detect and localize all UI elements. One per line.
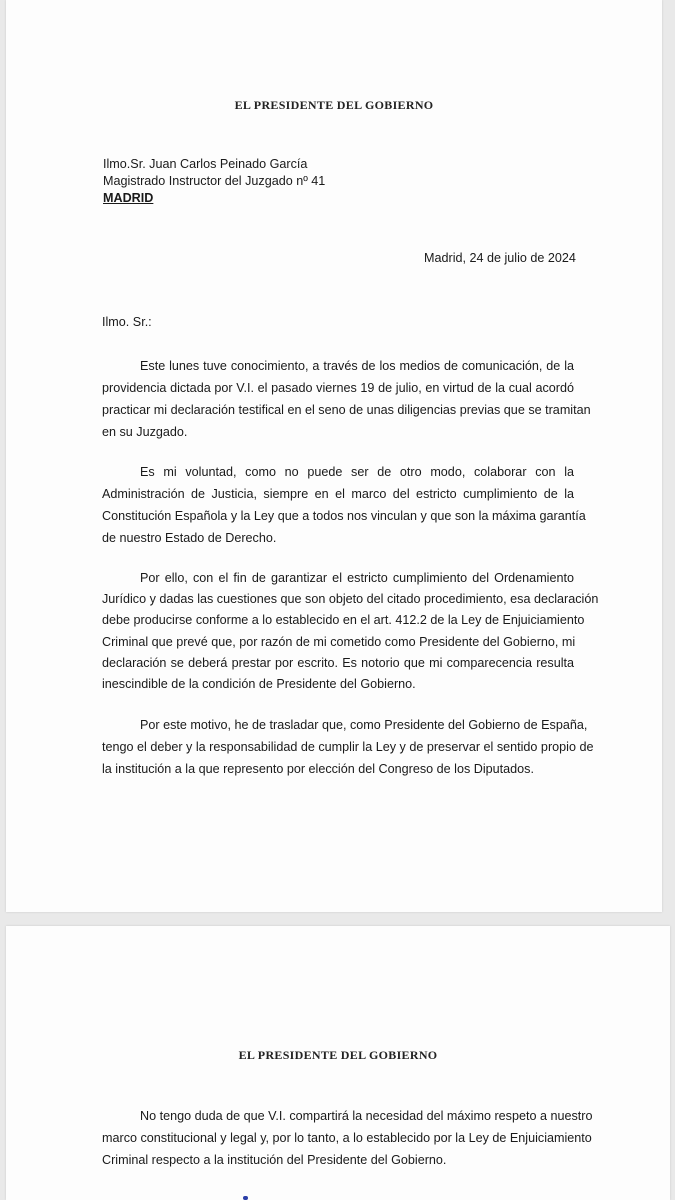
paragraph-2-line: Constitución Española y la Ley que a todos nos vinculan y que son la máxima garantía [102,509,586,523]
page-2-paragraph-line: marco constitucional y legal y, por lo tanto, a lo establecido por la Ley de Enjuiciamiento [102,1131,592,1145]
paragraph-2-line: Es mi voluntad, como no puede ser de otro modo, colaborar con la [140,465,574,479]
page-2-paragraph-line: Criminal respecto a la institución del Presidente del Gobierno. [102,1153,447,1167]
paragraph-3-line: Jurídico y dadas las cuestiones que son objeto del citado procedimiento, esa declaración [102,592,599,606]
addressee-city: MADRID [103,191,154,205]
place-date: Madrid, 24 de julio de 2024 [424,251,576,265]
paragraph-1-line: Este lunes tuve conocimiento, a través de los medios de comunicación, de la [140,359,574,373]
paragraph-3-line: inescindible de la condición de Presidente del Gobierno. [102,677,416,691]
addressee-name: Ilmo.Sr. Juan Carlos Peinado García [103,157,308,171]
ink-mark [243,1196,248,1200]
paragraph-3-line: Criminal que prevé que, por razón de mi cometido como Presidente del Gobierno, mi [102,635,576,649]
salutation: Ilmo. Sr.: [102,315,152,329]
letter-page-1 [6,0,662,912]
paragraph-4-line: tengo el deber y la responsabilidad de cumplir la Ley y de preservar el sentido propio de [102,740,594,754]
paragraph-1-line: providencia dictada por V.I. el pasado viernes 19 de julio, en virtud de la cual acordó [102,381,574,395]
paragraph-1-line: practicar mi declaración testifical en el seno de unas diligencias previas que se tramitan [102,403,591,417]
addressee-position: Magistrado Instructor del Juzgado nº 41 [103,174,326,188]
page-2-paragraph-line: No tengo duda de que V.I. compartirá la necesidad del máximo respeto a nuestro [140,1109,593,1123]
paragraph-3-line: debe producirse conforme a lo establecido en el art. 412.2 de la Ley de Enjuiciamiento [102,613,585,627]
paragraph-4-line: la institución a la que represento por elección del Congreso de los Diputados. [102,762,534,776]
paragraph-2-line: Administración de Justicia, siempre en el marco del estricto cumplimiento de la [102,487,574,501]
paragraph-3-line: declaración se deberá prestar por escrito. Es notorio que mi comparecencia resulta [102,656,574,670]
paragraph-1-line: en su Juzgado. [102,425,188,439]
letterhead: EL PRESIDENTE DEL GOBIERNO [238,1048,438,1062]
letterhead: EL PRESIDENTE DEL GOBIERNO [234,98,434,112]
letter-page-2 [6,926,670,1200]
paragraph-4-line: Por este motivo, he de trasladar que, como Presidente del Gobierno de España, [140,718,588,732]
paragraph-2-line: de nuestro Estado de Derecho. [102,531,277,545]
paragraph-3-line: Por ello, con el fin de garantizar el estricto cumplimiento del Ordenamiento [140,571,574,585]
